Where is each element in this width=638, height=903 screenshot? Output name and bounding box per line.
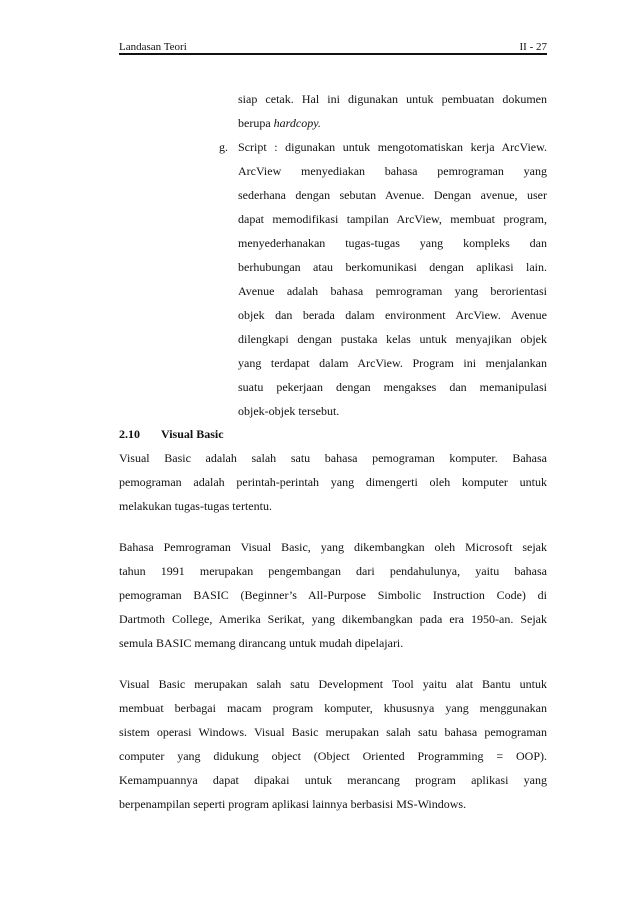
list-item-line: Script : digunakan untuk mengotomatiskan kerja ArcView. xyxy=(238,140,547,154)
list-item-line: objek-objek tersebut. xyxy=(238,404,340,418)
list-item-line: berupa hardcopy. xyxy=(238,116,321,130)
list-item-line: yang terdapat dalam ArcView. Program ini menjalankan xyxy=(238,356,547,370)
section-number: 2.10 xyxy=(119,427,140,441)
list-item-line: dilengkapi dengan pustaka kelas untuk menyajikan objek xyxy=(238,332,547,346)
paragraph-line: pemograman adalah perintah-perintah yang dimengerti oleh komputer untuk xyxy=(119,475,547,489)
list-item-line: Avenue adalah bahasa pemrograman yang berorientasi xyxy=(238,284,547,298)
paragraph-line: semula BASIC memang dirancang untuk mudah dipelajari. xyxy=(119,636,404,650)
paragraph-line: sistem operasi Windows. Visual Basic merupakan salah satu bahasa pemograman xyxy=(119,725,547,739)
header-page-number: II - 27 xyxy=(519,41,547,53)
list-item-line: siap cetak. Hal ini digunakan untuk pembuatan dokumen xyxy=(238,92,547,106)
paragraph-line: Visual Basic merupakan salah satu Development Tool yaitu alat Bantu untuk xyxy=(119,677,547,691)
paragraph-line: computer yang didukung object (Object Oriented Programming = OOP). xyxy=(119,749,547,763)
paragraph-line: pemograman BASIC (Beginner’s All-Purpose Simbolic Instruction Code) di xyxy=(119,588,547,602)
section-title: Visual Basic xyxy=(161,427,224,441)
section-heading xyxy=(119,427,224,441)
list-item-line: berhubungan atau berkomunikasi dengan aplikasi lain. xyxy=(238,260,547,274)
paragraph-line: membuat berbagai macam program komputer, khususnya yang menggunakan xyxy=(119,701,547,715)
list-marker-g: g. xyxy=(219,140,228,154)
header-rule xyxy=(119,53,547,55)
paragraph-line: Visual Basic adalah salah satu bahasa pemograman komputer. Bahasa xyxy=(119,451,547,465)
italic-term: hardcopy. xyxy=(273,116,321,130)
header-chapter-title: Landasan Teori xyxy=(119,41,187,53)
paragraph-line: Kemampuannya dapat dipakai untuk merancang program aplikasi yang xyxy=(119,773,547,787)
paragraph-line: Dartmoth College, Amerika Serikat, yang dikembangkan pada era 1950-an. Sejak xyxy=(119,612,547,626)
paragraph-line: tahun 1991 merupakan pengembangan dari pendahulunya, yaitu bahasa xyxy=(119,564,547,578)
list-item-line: sederhana dengan sebutan Avenue. Dengan avenue, user xyxy=(238,188,547,202)
list-item-line: ArcView menyediakan bahasa pemrograman yang xyxy=(238,164,547,178)
paragraph-line: melakukan tugas-tugas tertentu. xyxy=(119,499,272,513)
list-item-line: dapat memodifikasi tampilan ArcView, membuat program, xyxy=(238,212,547,226)
list-item-line: objek dan berada dalam environment ArcView. Avenue xyxy=(238,308,547,322)
list-item-line: menyederhanakan tugas-tugas yang kompleks dan xyxy=(238,236,547,250)
paragraph-line: berpenampilan seperti program aplikasi lainnya berbasisi MS-Windows. xyxy=(119,797,467,811)
list-item-line: suatu pekerjaan dengan mengakses dan memanipulasi xyxy=(238,380,547,394)
paragraph-line: Bahasa Pemrograman Visual Basic, yang dikembangkan oleh Microsoft sejak xyxy=(119,540,547,554)
